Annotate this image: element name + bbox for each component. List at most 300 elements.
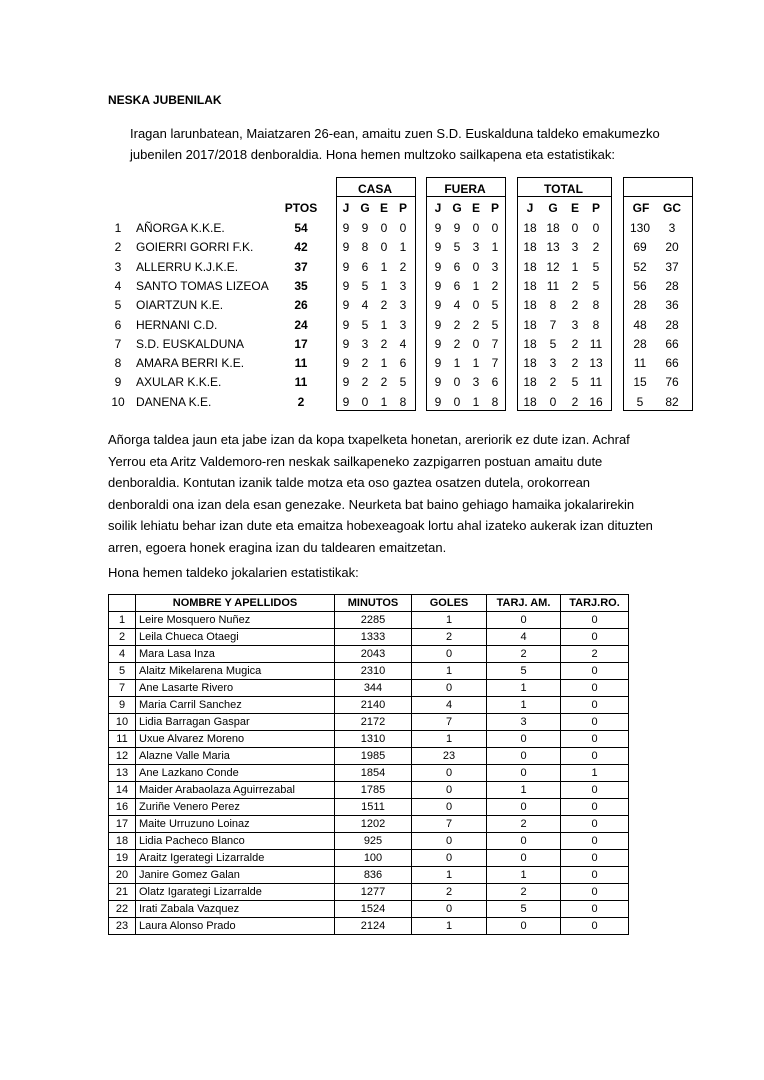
player-goals: 1 bbox=[412, 663, 487, 680]
player-minutes: 2310 bbox=[335, 663, 412, 680]
player-goals: 1 bbox=[412, 867, 487, 884]
player-red-cards: 0 bbox=[561, 748, 629, 765]
standings-gf: 28 bbox=[633, 336, 647, 351]
standings-gf: 52 bbox=[633, 259, 647, 274]
standings-team: AMARA BERRI K.E. bbox=[136, 356, 245, 371]
standings-total-value: 18 bbox=[523, 356, 537, 371]
player-name: Ane Lasarte Rivero bbox=[136, 680, 335, 697]
standings-fuera-value: 1 bbox=[453, 356, 461, 371]
player-red-cards: 0 bbox=[561, 697, 629, 714]
standings-total-value: 5 bbox=[549, 336, 557, 351]
standings-fuera-value: 7 bbox=[491, 336, 499, 351]
standings-casa-value: 9 bbox=[342, 336, 350, 351]
standings-points: 37 bbox=[294, 259, 308, 274]
player-number: 2 bbox=[109, 629, 136, 646]
standings-casa-value: 9 bbox=[342, 356, 350, 371]
player-yellow-cards: 2 bbox=[487, 816, 561, 833]
player-number: 19 bbox=[109, 850, 136, 867]
standings-total-value: 16 bbox=[589, 394, 603, 409]
standings-fuera-value: 6 bbox=[491, 375, 499, 390]
page-title: NESKA JUBENILAK bbox=[108, 93, 222, 107]
standings-gf: 69 bbox=[633, 240, 647, 255]
player-number: 14 bbox=[109, 782, 136, 799]
player-name: Alaitz Mikelarena Mugica bbox=[136, 663, 335, 680]
player-yellow-cards: 0 bbox=[487, 799, 561, 816]
player-minutes: 2140 bbox=[335, 697, 412, 714]
fuera-subheader: J bbox=[434, 201, 442, 215]
standings-fuera-value: 9 bbox=[434, 394, 442, 409]
casa-subheader: J bbox=[342, 201, 350, 215]
fuera-subheader: G bbox=[452, 201, 462, 215]
standings-fuera-value: 9 bbox=[453, 221, 461, 235]
standings-total-value: 2 bbox=[571, 394, 579, 409]
standings-fuera-value: 9 bbox=[434, 375, 442, 390]
gc-header: GC bbox=[663, 201, 681, 215]
casa-subheader: P bbox=[398, 201, 407, 215]
standings-total-value: 5 bbox=[592, 259, 600, 274]
player-red-cards: 0 bbox=[561, 884, 629, 901]
player-goals: 23 bbox=[412, 748, 487, 765]
table-row bbox=[109, 816, 629, 833]
player-name: Maite Urruzuno Loinaz bbox=[136, 816, 335, 833]
player-minutes: 2172 bbox=[335, 714, 412, 731]
standings-casa-value: 2 bbox=[380, 298, 388, 313]
total-subheader: G bbox=[548, 201, 558, 215]
fuera-subheader: E bbox=[471, 201, 480, 215]
player-number: 21 bbox=[109, 884, 136, 901]
header-name: NOMBRE Y APELLIDOS bbox=[136, 595, 335, 612]
standings-total-value: 3 bbox=[571, 240, 579, 255]
standings-team: AXULAR K.K.E. bbox=[136, 375, 222, 390]
standings-position: 2 bbox=[114, 240, 122, 255]
player-name: Maider Arabaolaza Aguirrezabal bbox=[136, 782, 335, 799]
standings-position: 9 bbox=[114, 375, 122, 390]
standings-casa-value: 1 bbox=[380, 278, 388, 293]
header-goals: GOLES bbox=[412, 595, 487, 612]
standings-fuera-value: 8 bbox=[491, 394, 499, 409]
header-number bbox=[109, 595, 136, 612]
fuera-subheader: P bbox=[490, 201, 499, 215]
pts-header: PTOS bbox=[284, 201, 318, 215]
intro-paragraph bbox=[130, 123, 690, 165]
standings-points: 11 bbox=[294, 375, 308, 390]
table-row bbox=[109, 884, 629, 901]
player-goals: 0 bbox=[412, 782, 487, 799]
player-red-cards: 0 bbox=[561, 901, 629, 918]
player-number: 23 bbox=[109, 918, 136, 935]
player-yellow-cards: 1 bbox=[487, 867, 561, 884]
player-name: Araitz Igerategi Lizarralde bbox=[136, 850, 335, 867]
table-row bbox=[109, 901, 629, 918]
standings-casa-value: 1 bbox=[380, 259, 388, 274]
standings-casa-value: 9 bbox=[342, 375, 350, 390]
player-minutes: 100 bbox=[335, 850, 412, 867]
player-red-cards: 0 bbox=[561, 867, 629, 884]
standings-points: 26 bbox=[294, 298, 308, 313]
player-number: 12 bbox=[109, 748, 136, 765]
player-minutes: 925 bbox=[335, 833, 412, 850]
standings-casa-value: 1 bbox=[399, 240, 407, 255]
standings-fuera-value: 7 bbox=[491, 356, 499, 371]
standings-fuera-value: 0 bbox=[453, 394, 461, 409]
table-row bbox=[109, 697, 629, 714]
standings-total-value: 3 bbox=[571, 317, 579, 332]
total-header-divider bbox=[517, 196, 611, 197]
standings-fuera-value: 1 bbox=[472, 394, 480, 409]
standings-total-value: 8 bbox=[592, 298, 600, 313]
table-row bbox=[109, 629, 629, 646]
standings-team: GOIERRI GORRI F.K. bbox=[136, 240, 254, 255]
player-number: 9 bbox=[109, 697, 136, 714]
standings-casa-value: 1 bbox=[380, 394, 388, 409]
standings-casa-value: 9 bbox=[342, 259, 350, 274]
standings-fuera-value: 9 bbox=[434, 356, 442, 371]
standings-gf: 5 bbox=[636, 394, 644, 409]
standings-total-value: 2 bbox=[592, 240, 600, 255]
paragraph-line: Añorga taldea jaun eta jabe izan da kopa txapelketa honetan, areriorik ez dute izan. Achraf bbox=[108, 432, 630, 447]
player-number: 7 bbox=[109, 680, 136, 697]
standings-fuera-value: 0 bbox=[491, 221, 499, 235]
standings-casa-value: 2 bbox=[380, 375, 388, 390]
standings-casa-value: 3 bbox=[399, 317, 407, 332]
standings-casa-value: 6 bbox=[399, 356, 407, 371]
player-minutes: 1524 bbox=[335, 901, 412, 918]
paragraph-line: denboraldia. Kontutan izanik talde motza eta oso gaztea osatzen dutela, orokorrean bbox=[108, 475, 591, 490]
table-row bbox=[109, 748, 629, 765]
paragraph-line: Yerrou eta Aritz Valdemoro-ren neskak sailkapeneko zazpigarren postuan amaitu dute bbox=[108, 453, 603, 469]
standings-total-value: 2 bbox=[571, 278, 579, 293]
standings-casa-value: 9 bbox=[361, 221, 369, 235]
player-goals: 0 bbox=[412, 646, 487, 663]
fuera-header-divider bbox=[426, 196, 505, 197]
player-minutes: 2285 bbox=[335, 612, 412, 629]
standings-casa-value: 5 bbox=[361, 278, 369, 293]
standings-position: 4 bbox=[114, 278, 122, 293]
player-number: 10 bbox=[109, 714, 136, 731]
standings-total-value: 8 bbox=[549, 298, 557, 313]
standings-total-value: 18 bbox=[523, 240, 537, 255]
player-name: Janire Gomez Galan bbox=[136, 867, 335, 884]
player-red-cards: 0 bbox=[561, 612, 629, 629]
standings-total-value: 3 bbox=[549, 356, 557, 371]
fuera-header: FUERA bbox=[444, 182, 486, 196]
player-yellow-cards: 0 bbox=[487, 748, 561, 765]
player-yellow-cards: 4 bbox=[487, 629, 561, 646]
standings-points: 24 bbox=[294, 317, 308, 332]
standings-casa-value: 9 bbox=[342, 221, 350, 235]
standings-gf: 56 bbox=[633, 278, 647, 293]
standings-total-value: 18 bbox=[523, 317, 537, 332]
standings-casa-value: 9 bbox=[342, 317, 350, 332]
standings-team: DANENA K.E. bbox=[136, 394, 212, 409]
player-number: 4 bbox=[109, 646, 136, 663]
standings-position: 8 bbox=[114, 356, 122, 371]
standings-position: 5 bbox=[114, 298, 122, 313]
player-red-cards: 0 bbox=[561, 816, 629, 833]
table-row bbox=[109, 680, 629, 697]
players-header-row bbox=[109, 595, 629, 612]
standings-casa-value: 4 bbox=[361, 298, 369, 313]
standings-fuera-value: 3 bbox=[472, 375, 480, 390]
player-goals: 2 bbox=[412, 629, 487, 646]
player-goals: 0 bbox=[412, 901, 487, 918]
total-header: TOTAL bbox=[544, 182, 583, 196]
player-red-cards: 1 bbox=[561, 765, 629, 782]
standings-casa-value: 0 bbox=[380, 221, 388, 235]
player-yellow-cards: 0 bbox=[487, 731, 561, 748]
player-goals: 0 bbox=[412, 765, 487, 782]
standings-gc: 37 bbox=[665, 259, 679, 274]
standings-team: AÑORGA K.K.E. bbox=[136, 221, 225, 235]
player-minutes: 1310 bbox=[335, 731, 412, 748]
standings-total-value: 13 bbox=[589, 356, 603, 371]
player-minutes: 836 bbox=[335, 867, 412, 884]
player-number: 18 bbox=[109, 833, 136, 850]
paragraph-line: denboraldi ona izan dela esan genezake. Neurketa bat baino gehiago hamaika jokalarirekin bbox=[108, 496, 635, 512]
player-name: Lidia Barragan Gaspar bbox=[136, 714, 335, 731]
standings-total-value: 8 bbox=[592, 317, 600, 332]
standings-fuera-value: 1 bbox=[472, 278, 480, 293]
player-yellow-cards: 0 bbox=[487, 765, 561, 782]
standings-fuera-value: 9 bbox=[434, 336, 442, 351]
standings-casa-value: 9 bbox=[342, 298, 350, 313]
standings-casa-value: 2 bbox=[380, 336, 388, 351]
player-minutes: 2043 bbox=[335, 646, 412, 663]
player-number: 22 bbox=[109, 901, 136, 918]
table-row bbox=[109, 799, 629, 816]
casa-subheader: G bbox=[360, 201, 370, 215]
casa-header-divider bbox=[336, 196, 415, 197]
standings-gc: 66 bbox=[665, 336, 679, 351]
standings-casa-value: 5 bbox=[399, 375, 407, 390]
standings-fuera-value: 2 bbox=[453, 317, 461, 332]
player-goals: 4 bbox=[412, 697, 487, 714]
player-yellow-cards: 0 bbox=[487, 612, 561, 629]
standings-fuera-value: 4 bbox=[453, 298, 461, 313]
player-red-cards: 2 bbox=[561, 646, 629, 663]
standings-casa-value: 8 bbox=[361, 240, 369, 255]
table-row bbox=[109, 867, 629, 884]
standings-fuera-value: 1 bbox=[491, 240, 499, 255]
player-yellow-cards: 0 bbox=[487, 850, 561, 867]
table-row bbox=[109, 731, 629, 748]
player-minutes: 1511 bbox=[335, 799, 412, 816]
standings-fuera-value: 3 bbox=[472, 240, 480, 255]
player-minutes: 1202 bbox=[335, 816, 412, 833]
standings-casa-value: 5 bbox=[361, 317, 369, 332]
header-minutes: MINUTOS bbox=[335, 595, 412, 612]
standings-gc: 76 bbox=[665, 375, 679, 390]
player-name: Leire Mosquero Nuñez bbox=[136, 612, 335, 629]
standings-team: OIARTZUN K.E. bbox=[136, 298, 224, 313]
player-minutes: 2124 bbox=[335, 918, 412, 935]
standings-total-value: 7 bbox=[549, 317, 557, 332]
standings-position: 10 bbox=[111, 394, 125, 409]
player-goals: 0 bbox=[412, 850, 487, 867]
standings-gc: 82 bbox=[665, 394, 679, 409]
table-row bbox=[109, 663, 629, 680]
standings-fuera-value: 0 bbox=[472, 336, 480, 351]
paragraph-line: soilik lehiatu behar izan dute eta emaitza hobexeagoak lortu ahal izateko aukerak izan dituzten bbox=[108, 518, 653, 533]
standings-fuera-value: 9 bbox=[434, 317, 442, 332]
player-yellow-cards: 2 bbox=[487, 646, 561, 663]
standings-fuera-value: 5 bbox=[453, 240, 461, 255]
standings-total-value: 11 bbox=[546, 278, 560, 293]
player-yellow-cards: 0 bbox=[487, 918, 561, 935]
table-row bbox=[109, 714, 629, 731]
table-row bbox=[109, 833, 629, 850]
standings-team: S.D. EUSKALDUNA bbox=[136, 336, 245, 351]
player-minutes: 1277 bbox=[335, 884, 412, 901]
standings-gc: 36 bbox=[665, 298, 679, 313]
standings-fuera-value: 0 bbox=[472, 298, 480, 313]
player-name: Ane Lazkano Conde bbox=[136, 765, 335, 782]
standings-team: SANTO TOMAS LIZEOA bbox=[136, 278, 269, 293]
standings-fuera-value: 2 bbox=[472, 317, 480, 332]
player-yellow-cards: 3 bbox=[487, 714, 561, 731]
standings-total-value: 0 bbox=[549, 394, 557, 409]
player-number: 5 bbox=[109, 663, 136, 680]
standings-casa-value: 9 bbox=[342, 240, 350, 255]
standings-total-value: 18 bbox=[523, 336, 537, 351]
player-goals: 7 bbox=[412, 714, 487, 731]
table-row bbox=[109, 646, 629, 663]
standings-points: 35 bbox=[294, 278, 308, 293]
player-name: Lidia Pacheco Blanco bbox=[136, 833, 335, 850]
header-yellow-cards: TARJ. AM. bbox=[487, 595, 561, 612]
standings-points: 42 bbox=[294, 240, 308, 255]
standings-total-value: 2 bbox=[571, 298, 579, 313]
players-intro: Hona hemen taldeko jokalarien estatistikak: bbox=[108, 565, 359, 580]
player-number: 17 bbox=[109, 816, 136, 833]
standings-gf: 48 bbox=[633, 317, 647, 332]
standings-position: 3 bbox=[114, 259, 122, 274]
standings-total-value: 18 bbox=[523, 298, 537, 313]
standings-total-value: 18 bbox=[546, 221, 560, 235]
standings-total-value: 2 bbox=[571, 356, 579, 371]
players-table bbox=[108, 594, 629, 935]
player-name: Leila Chueca Otaegi bbox=[136, 629, 335, 646]
player-red-cards: 0 bbox=[561, 850, 629, 867]
standings-fuera-value: 9 bbox=[434, 259, 442, 274]
standings-total-value: 5 bbox=[571, 375, 579, 390]
player-yellow-cards: 5 bbox=[487, 901, 561, 918]
total-subheader: J bbox=[526, 201, 534, 215]
standings-gc: 66 bbox=[665, 356, 679, 371]
standings-total-value: 1 bbox=[571, 259, 579, 274]
standings-casa-value: 9 bbox=[342, 394, 350, 409]
standings-casa-value: 3 bbox=[399, 278, 407, 293]
player-red-cards: 0 bbox=[561, 663, 629, 680]
player-goals: 7 bbox=[412, 816, 487, 833]
table-row bbox=[109, 612, 629, 629]
casa-subheader: E bbox=[379, 201, 388, 215]
standings-total-value: 18 bbox=[523, 278, 537, 293]
table-row bbox=[109, 918, 629, 935]
player-number: 16 bbox=[109, 799, 136, 816]
standings-position: 7 bbox=[114, 336, 122, 351]
standings-fuera-value: 2 bbox=[453, 336, 461, 351]
standings-points: 17 bbox=[294, 336, 308, 351]
standings-fuera-value: 5 bbox=[491, 298, 499, 313]
standings-casa-value: 4 bbox=[399, 336, 407, 351]
player-yellow-cards: 1 bbox=[487, 782, 561, 799]
standings-points: 2 bbox=[297, 394, 305, 409]
standings-fuera-value: 3 bbox=[491, 259, 499, 274]
player-red-cards: 0 bbox=[561, 731, 629, 748]
player-goals: 2 bbox=[412, 884, 487, 901]
standings-gf: 130 bbox=[629, 221, 651, 235]
standings-casa-value: 6 bbox=[361, 259, 369, 274]
standings-total-value: 2 bbox=[549, 375, 557, 390]
table-row bbox=[109, 850, 629, 867]
player-goals: 1 bbox=[412, 918, 487, 935]
player-goals: 1 bbox=[412, 612, 487, 629]
player-red-cards: 0 bbox=[561, 714, 629, 731]
player-minutes: 344 bbox=[335, 680, 412, 697]
standings-fuera-value: 9 bbox=[434, 298, 442, 313]
player-number: 13 bbox=[109, 765, 136, 782]
total-subheader: P bbox=[591, 201, 600, 215]
standings-fuera-value: 9 bbox=[434, 278, 442, 293]
standings-gc: 20 bbox=[665, 240, 679, 255]
standings-total-value: 18 bbox=[523, 221, 537, 235]
paragraph-line: arren, egoera honek eragina izan du taldearen emaitzetan. bbox=[108, 539, 447, 555]
header-red-cards: TARJ.RO. bbox=[561, 595, 629, 612]
standings-total-value: 13 bbox=[546, 240, 560, 255]
standings-position: 6 bbox=[114, 317, 122, 332]
player-name: Zuriñe Venero Perez bbox=[136, 799, 335, 816]
standings-total-value: 0 bbox=[592, 221, 600, 235]
standings-gc: 3 bbox=[668, 221, 676, 235]
player-red-cards: 0 bbox=[561, 799, 629, 816]
standings-total-value: 18 bbox=[523, 394, 537, 409]
player-name: Maria Carril Sanchez bbox=[136, 697, 335, 714]
standings-fuera-value: 9 bbox=[434, 240, 442, 255]
standings-casa-value: 3 bbox=[361, 336, 369, 351]
standings-team: HERNANI C.D. bbox=[136, 317, 218, 332]
player-name: Laura Alonso Prado bbox=[136, 918, 335, 935]
standings-casa-value: 8 bbox=[399, 394, 407, 409]
player-goals: 0 bbox=[412, 680, 487, 697]
standings-casa-value: 0 bbox=[380, 240, 388, 255]
standings-total-value: 0 bbox=[571, 221, 579, 235]
standings-casa-value: 3 bbox=[399, 298, 407, 313]
standings-total-value: 18 bbox=[523, 375, 537, 390]
player-red-cards: 0 bbox=[561, 918, 629, 935]
standings-total-value: 11 bbox=[589, 375, 603, 390]
standings-gf: 28 bbox=[633, 298, 647, 313]
player-number: 20 bbox=[109, 867, 136, 884]
table-row bbox=[109, 782, 629, 799]
standings-casa-value: 0 bbox=[399, 221, 407, 235]
player-name: Mara Lasa Inza bbox=[136, 646, 335, 663]
player-yellow-cards: 0 bbox=[487, 833, 561, 850]
player-number: 11 bbox=[109, 731, 136, 748]
standings-points: 11 bbox=[294, 356, 308, 371]
standings-casa-value: 1 bbox=[380, 356, 388, 371]
player-goals: 0 bbox=[412, 833, 487, 850]
goals-header-divider bbox=[623, 196, 692, 197]
player-goals: 0 bbox=[412, 799, 487, 816]
standings-total-value: 11 bbox=[589, 336, 603, 351]
player-red-cards: 0 bbox=[561, 833, 629, 850]
standings-points: 54 bbox=[294, 221, 308, 235]
standings-fuera-value: 2 bbox=[491, 278, 499, 293]
standings-casa-value: 9 bbox=[342, 278, 350, 293]
player-yellow-cards: 5 bbox=[487, 663, 561, 680]
player-name: Olatz Igarategi Lizarralde bbox=[136, 884, 335, 901]
